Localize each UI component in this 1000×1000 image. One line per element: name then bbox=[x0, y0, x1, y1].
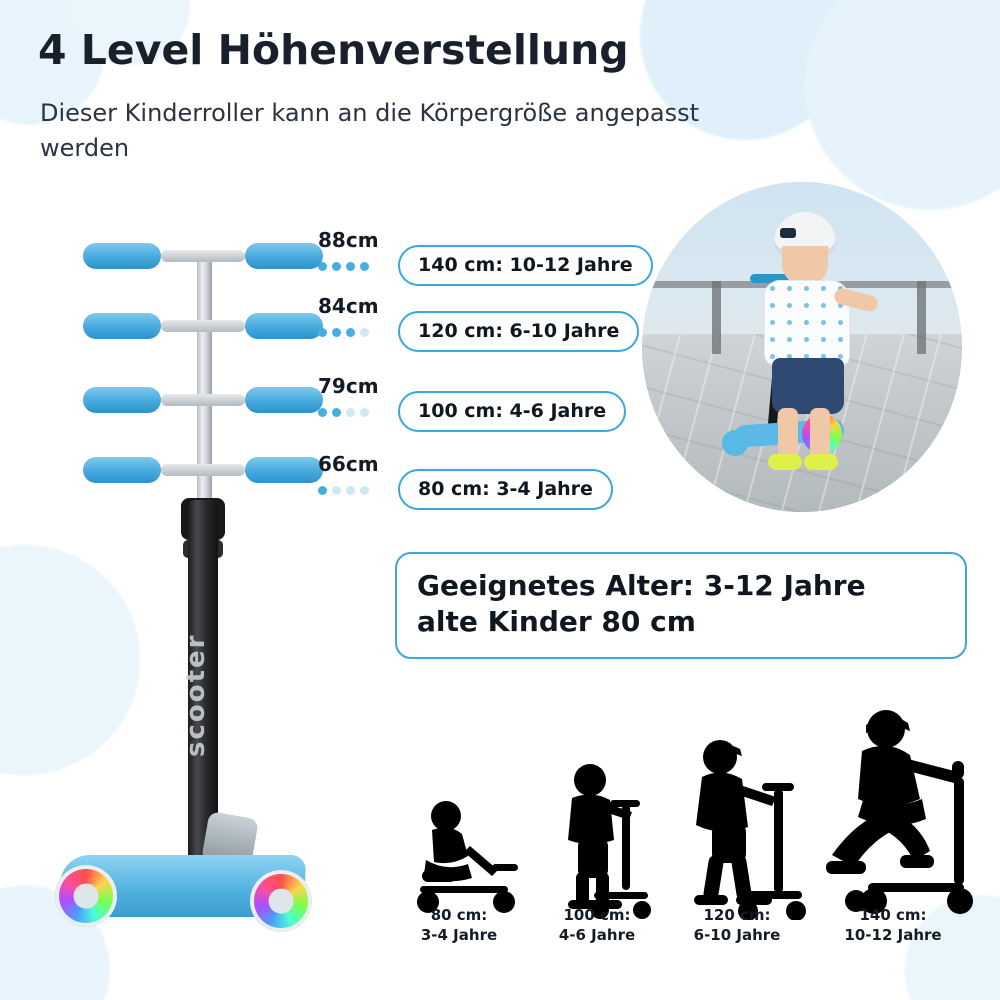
handlebar-stem bbox=[161, 250, 245, 262]
child-shoe-left bbox=[768, 454, 802, 470]
grip-right-icon bbox=[245, 387, 323, 413]
handlebar-level-79 bbox=[83, 387, 323, 413]
grip-left-icon bbox=[83, 243, 161, 269]
child-shorts bbox=[772, 358, 844, 414]
grip-right-icon bbox=[245, 313, 323, 339]
handlebar-stem bbox=[161, 320, 245, 332]
caption-size: 100 cm: bbox=[563, 906, 631, 924]
caption-age: 4-6 Jahre bbox=[558, 926, 636, 945]
age-box-line-2: alte Kinder 80 cm bbox=[417, 605, 696, 639]
page-title: 4 Level Höhenverstellung bbox=[38, 26, 629, 74]
scooter-brand-text: scooter bbox=[181, 633, 211, 757]
silhouette-120cm bbox=[678, 735, 818, 920]
grip-left-icon bbox=[83, 387, 161, 413]
photo-post bbox=[917, 281, 926, 354]
photo-child bbox=[738, 210, 888, 480]
grip-left-icon bbox=[83, 313, 161, 339]
caption-size: 80 cm: bbox=[430, 906, 488, 924]
handlebar-stem bbox=[161, 394, 245, 406]
caption-100cm bbox=[542, 905, 652, 946]
decorative-blob bbox=[805, 0, 1000, 210]
height-dots-79 bbox=[318, 408, 369, 417]
handlebar-level-84 bbox=[83, 313, 323, 339]
caption-80cm bbox=[404, 905, 514, 946]
child-shoe-right bbox=[804, 454, 838, 470]
height-dots-66 bbox=[318, 486, 369, 495]
caption-size: 120 cm: bbox=[703, 906, 771, 924]
scooter-wheel-left bbox=[55, 865, 117, 927]
silhouette-captions bbox=[390, 905, 980, 975]
handlebar-level-66 bbox=[83, 457, 323, 483]
photo-post bbox=[712, 281, 721, 354]
silhouette-140cm bbox=[822, 705, 982, 920]
caption-age: 10-12 Jahre bbox=[844, 926, 942, 945]
badge-80cm: 80 cm: 3-4 Jahre bbox=[398, 469, 613, 510]
grip-left-icon bbox=[83, 457, 161, 483]
height-label-84: 84cm bbox=[318, 294, 379, 318]
silhouette-row bbox=[390, 690, 975, 920]
scooter-illustration bbox=[55, 215, 365, 955]
grip-right-icon bbox=[245, 243, 323, 269]
caption-size: 140 cm: bbox=[859, 906, 927, 924]
caption-age: 3-4 Jahre bbox=[420, 926, 498, 945]
child-leg-left bbox=[778, 408, 798, 460]
handlebar-level-88 bbox=[83, 243, 323, 269]
height-label-66: 66cm bbox=[318, 452, 379, 476]
height-label-79: 79cm bbox=[318, 374, 379, 398]
height-dots-84 bbox=[318, 328, 369, 337]
grip-right-icon bbox=[245, 457, 323, 483]
age-suitability-box bbox=[395, 552, 967, 659]
caption-140cm bbox=[838, 905, 948, 946]
badge-120cm: 120 cm: 6-10 Jahre bbox=[398, 311, 639, 352]
silhouette-80cm bbox=[400, 790, 530, 920]
height-label-88: 88cm bbox=[318, 228, 379, 252]
product-photo bbox=[642, 182, 962, 512]
scooter-wheel-right bbox=[250, 870, 312, 932]
wheel-hub bbox=[269, 889, 294, 914]
caption-age: 6-10 Jahre bbox=[693, 926, 781, 945]
silhouette-100cm bbox=[538, 760, 658, 920]
badge-140cm: 140 cm: 10-12 Jahre bbox=[398, 245, 653, 286]
child-leg-right bbox=[810, 408, 830, 460]
height-dots-88 bbox=[318, 262, 369, 271]
caption-120cm bbox=[682, 905, 792, 946]
wheel-hub bbox=[74, 884, 99, 909]
handlebar-stem bbox=[161, 464, 245, 476]
page-subtitle: Dieser Kinderroller kann an die Körpergröße angepasst werden bbox=[40, 99, 700, 162]
age-box-line-1: Geeignetes Alter: 3-12 Jahre bbox=[417, 569, 866, 602]
badge-100cm: 100 cm: 4-6 Jahre bbox=[398, 391, 626, 432]
